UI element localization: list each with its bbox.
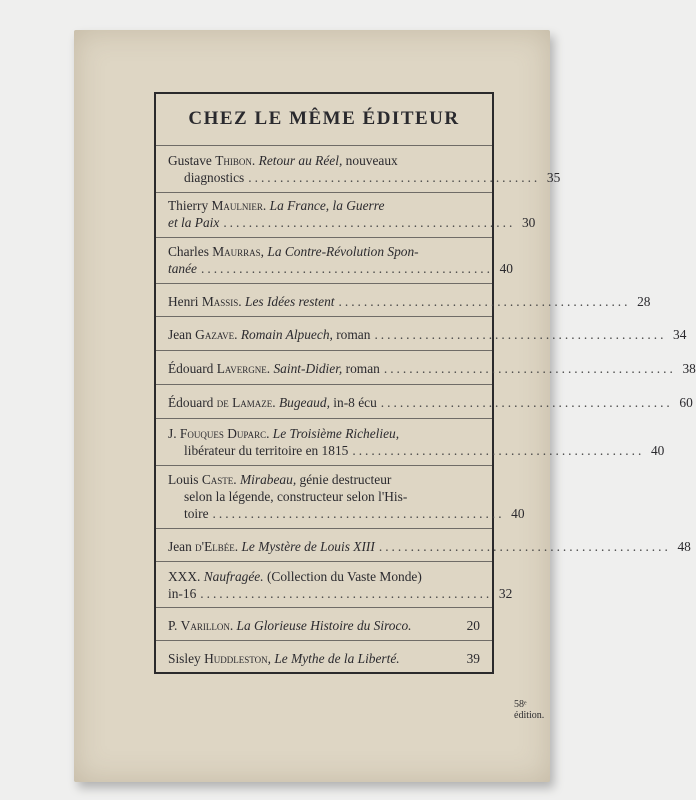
entry-divider [156, 640, 492, 641]
book-back-cover [74, 30, 696, 782]
entry-divider [156, 561, 492, 562]
entry-divider [156, 418, 492, 419]
price: 40 [650, 443, 665, 458]
author-first: Thierry [168, 198, 209, 213]
author-surname: Maulnier. [211, 198, 267, 213]
price: 60 [679, 395, 693, 410]
book-note: roman [345, 361, 380, 376]
leader-dots: .............................................. [352, 443, 645, 458]
leader-dots: .............................................. [200, 586, 493, 601]
list-item-gazave [168, 326, 687, 343]
list-item-maulnier [168, 197, 536, 231]
price: 35 [546, 170, 561, 185]
list-item-caste [168, 471, 525, 522]
author-first: P. [168, 618, 178, 633]
book-title: Le Mythe de la Liberté. [274, 651, 400, 666]
book-title: La Contre-Révolution Spon- [267, 244, 419, 259]
entry-divider [156, 237, 492, 238]
book-title: Naufragée. [203, 569, 264, 584]
price: 32 [498, 586, 513, 601]
author-surname: d'Elbée. [195, 539, 239, 554]
book-title: Mirabeau, [240, 472, 297, 487]
author-first: Édouard [168, 361, 214, 376]
leader-dots: .............................................. [378, 539, 671, 554]
book-title: La Glorieuse Histoire du Siroco. [236, 618, 412, 633]
author-surname: Massis. [201, 294, 242, 309]
leader-dots: .............................................. [201, 261, 493, 276]
author-first: J. [168, 426, 177, 441]
leader-dots: .............................................. [383, 361, 676, 376]
book-title-cont: tanée [168, 261, 197, 276]
list-item-massis [168, 293, 651, 310]
book-title-cont: et la Paix [168, 215, 220, 230]
edition-note: 58ᵉ édition. [514, 699, 545, 721]
author-surname: Gazave. [195, 327, 238, 342]
list-item-xxx [168, 568, 513, 602]
book-note-cont: diagnostics [184, 170, 245, 185]
book-title: Romain Alpuech, [240, 327, 333, 342]
book-title: Le Troisième Richelieu, [272, 426, 400, 441]
leader-dots [416, 617, 461, 634]
book-note-cont: in-16 [168, 586, 197, 601]
entry-divider [156, 192, 492, 193]
list-item-lamaze [168, 394, 693, 411]
book-note-cont: selon la légende, constructeur selon l'His- [184, 489, 408, 504]
entry-divider [156, 283, 492, 284]
leader-dots: .............................................. [380, 395, 673, 410]
leader-dots [404, 650, 460, 667]
author-first: Jean [168, 327, 192, 342]
book-note-cont: toire [184, 506, 209, 521]
book-note: roman [336, 327, 371, 342]
leader-dots: .............................................. [223, 215, 516, 230]
author-surname: de Lamaze. [216, 395, 276, 410]
book-note: in-8 écu [333, 395, 377, 410]
price: 28 [637, 294, 651, 309]
book-title: La France, la Guerre [269, 198, 385, 213]
book-note: génie destructeur [299, 472, 392, 487]
author-surname: Huddleston, [204, 651, 271, 666]
author-first: Charles [168, 244, 209, 259]
author-first: Édouard [168, 395, 214, 410]
entry-divider [156, 384, 492, 385]
price: 38 [682, 361, 696, 376]
list-item-thibon [168, 152, 561, 186]
book-title: Saint-Didier, [273, 361, 343, 376]
leader-dots: .............................................. [338, 294, 631, 309]
entry-divider [156, 465, 492, 466]
entry-divider [156, 316, 492, 317]
leader-dots: .............................................. [248, 170, 541, 185]
author-surname: Maurras, [212, 244, 265, 259]
leader-dots: .............................................. [374, 327, 667, 342]
list-item-lavergne [168, 360, 696, 377]
book-note-cont: libérateur du territoire en 1815 [184, 443, 349, 458]
book-title: Retour au Réel, [258, 153, 343, 168]
list-heading: CHEZ LE MÊME ÉDITEUR [188, 108, 460, 129]
list-item-varillon [168, 617, 480, 634]
list-item-elbee [168, 538, 691, 555]
author-surname: Varillon. [180, 618, 234, 633]
price: 30 [521, 215, 536, 230]
book-note: nouveaux [345, 153, 398, 168]
price: 39 [466, 651, 480, 666]
price: 34 [673, 327, 687, 342]
author-surname: Fouques Duparc. [179, 426, 270, 441]
book-title: Le Mystère de Louis XIII [241, 539, 375, 554]
list-item-maurras [168, 243, 513, 277]
heading-divider [156, 145, 492, 146]
entry-divider [156, 350, 492, 351]
author-first: Jean [168, 539, 192, 554]
price: 40 [499, 261, 513, 276]
book-note: (Collection du Vaste Monde) [266, 569, 422, 584]
price: 40 [511, 506, 525, 521]
author-first: Gustave [168, 153, 212, 168]
author-first: Henri [168, 294, 199, 309]
author-first: Sisley [168, 651, 201, 666]
author-first: XXX. [168, 569, 201, 584]
author-surname: Lavergne. [216, 361, 271, 376]
book-title: Bugeaud, [278, 395, 330, 410]
entry-divider [156, 528, 492, 529]
author-surname: Caste. [201, 472, 237, 487]
price: 48 [677, 539, 691, 554]
publisher-list-frame [154, 92, 696, 674]
author-first: Louis [168, 472, 199, 487]
list-item-huddleston [168, 650, 480, 667]
author-surname: Thibon. [215, 153, 256, 168]
leader-dots: .............................................. [212, 506, 505, 521]
price: 20 [466, 618, 480, 633]
list-item-fouques-duparc [168, 425, 665, 459]
entry-divider [156, 607, 492, 608]
book-title: Les Idées restent [245, 294, 335, 309]
